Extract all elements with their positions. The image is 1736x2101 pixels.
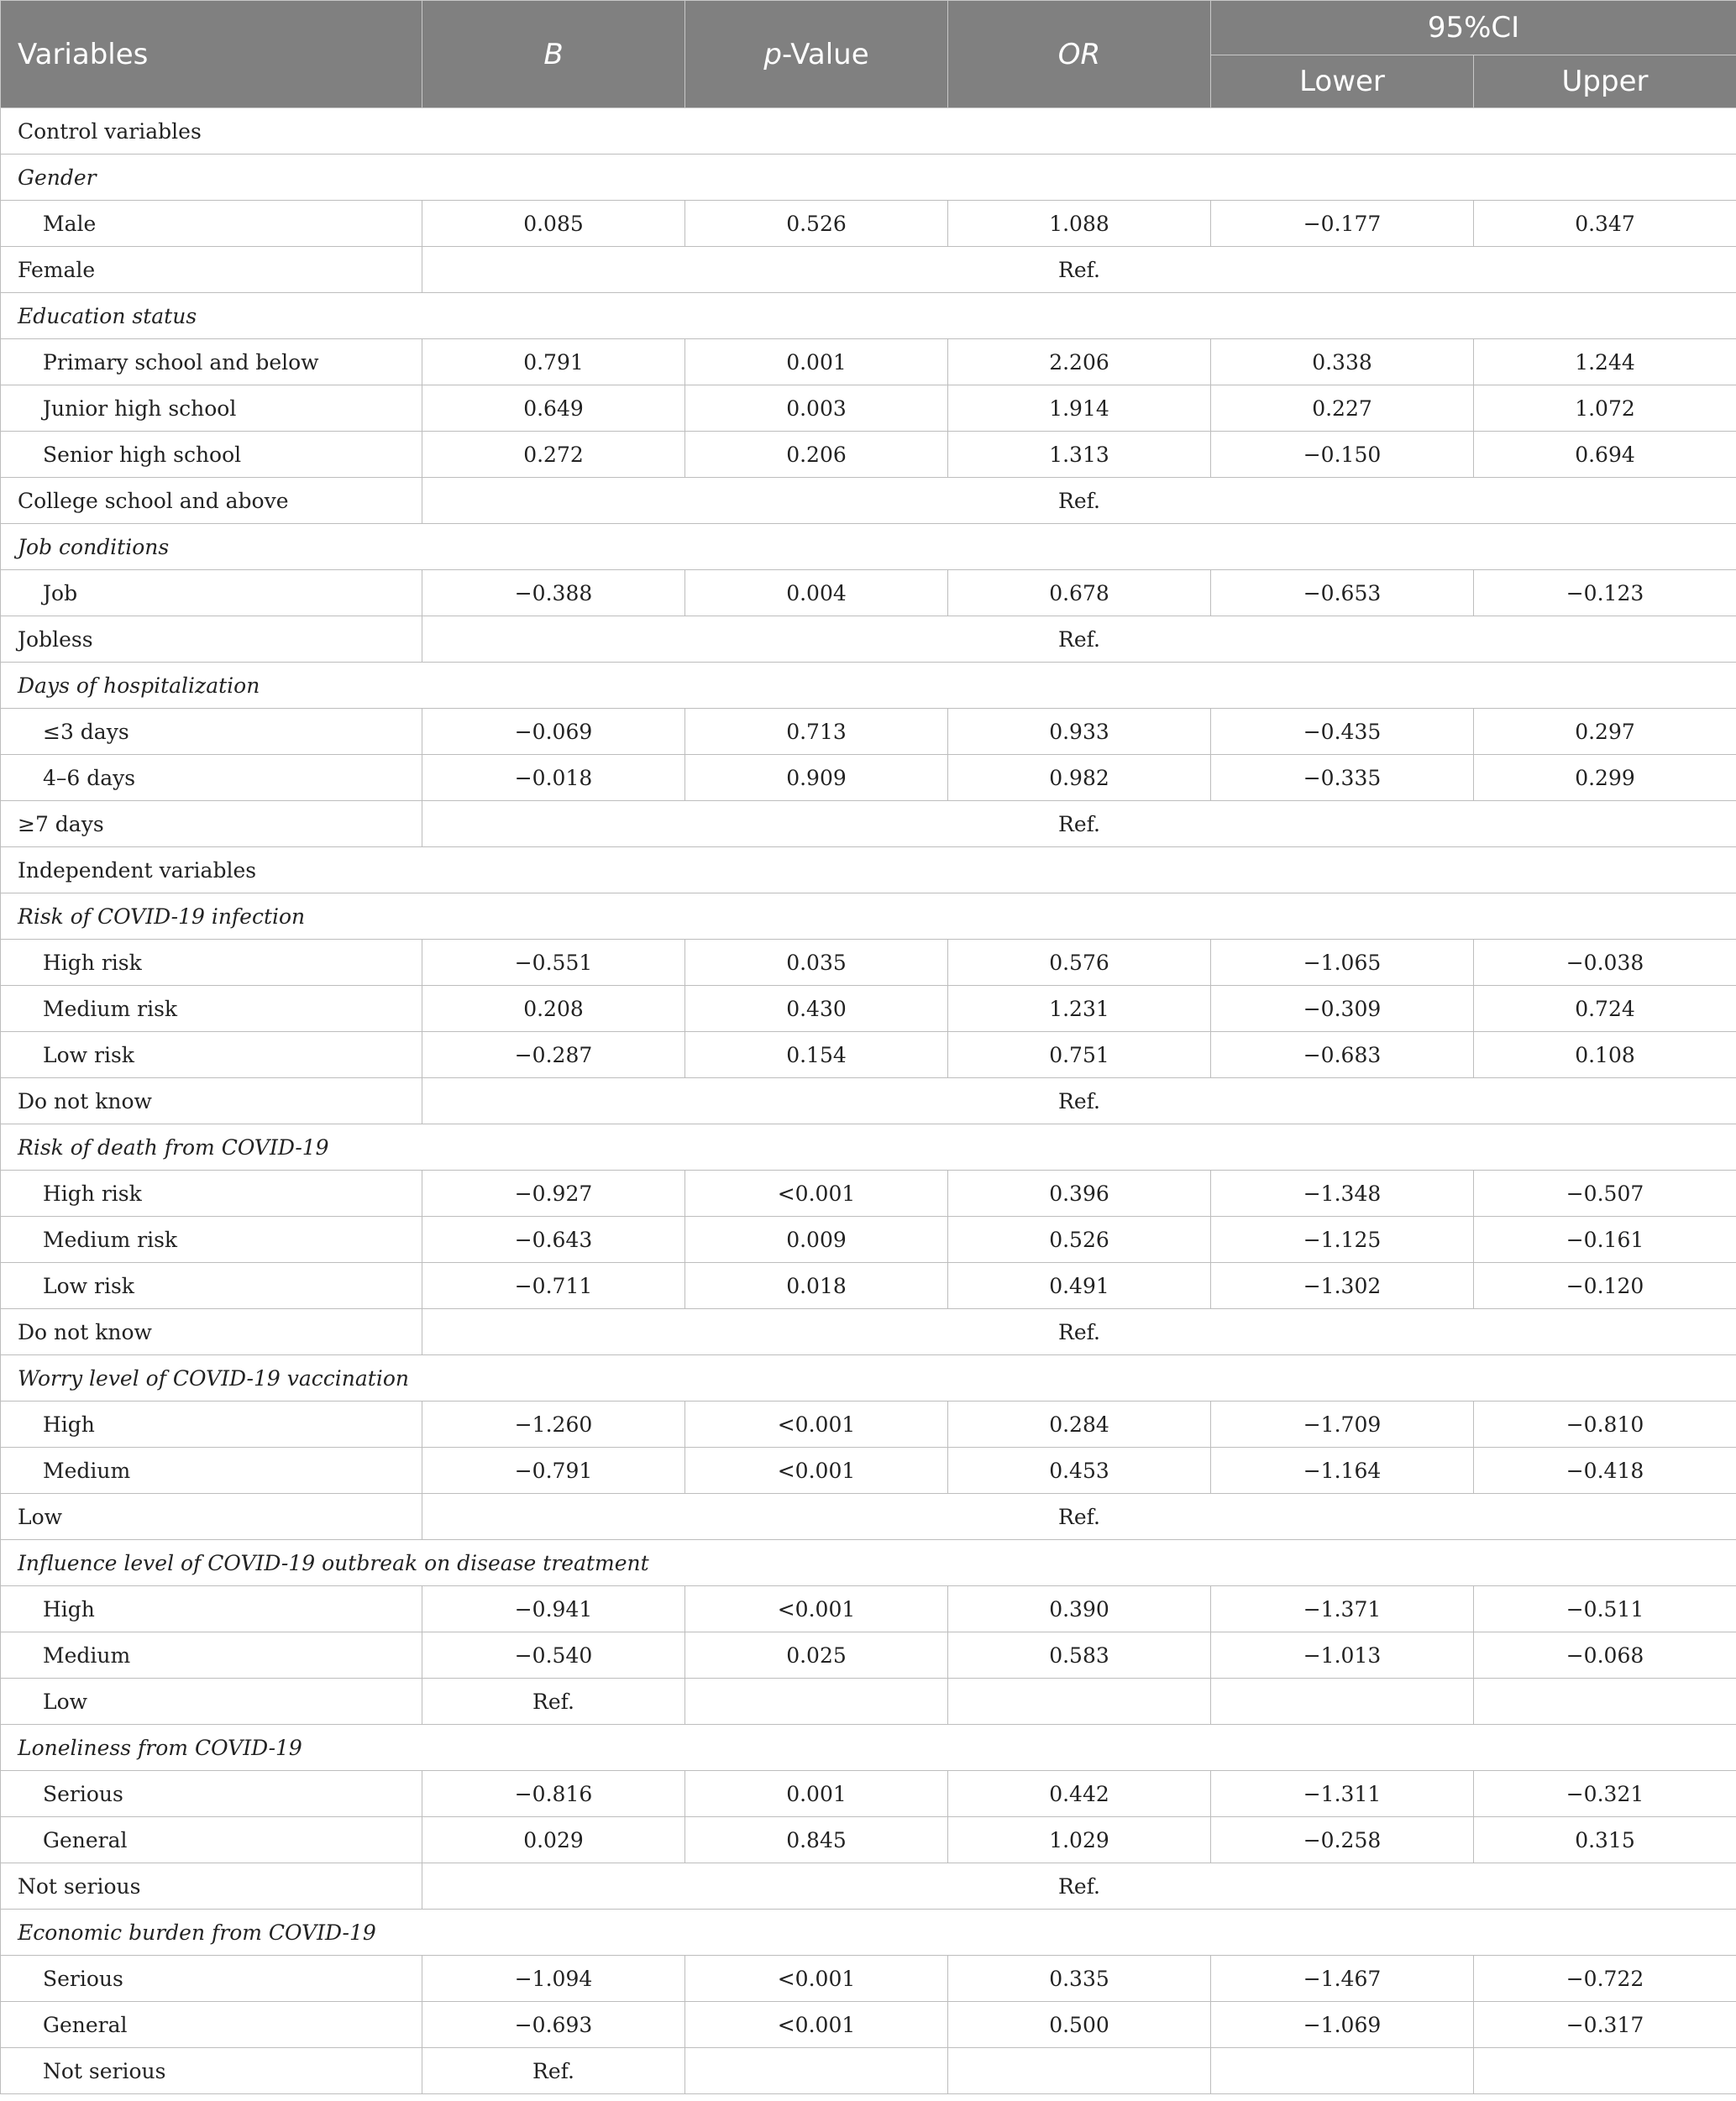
ci-lower-cell: −0.309 (1211, 986, 1474, 1032)
table-row (1, 709, 1736, 755)
table-row (1, 293, 1736, 339)
table-row (1, 524, 1736, 570)
or-cell: 0.442 (948, 1771, 1211, 1817)
reference-cell: Ref. (422, 1494, 1736, 1540)
or-cell: 1.029 (948, 1817, 1211, 1863)
table-row (1, 663, 1736, 709)
ci-lower-cell: −1.164 (1211, 1448, 1474, 1494)
ci-lower-cell: 0.338 (1211, 339, 1474, 385)
p-value-cell: 0.713 (685, 709, 948, 755)
table-row (1, 1586, 1736, 1632)
variable-label: High risk (1, 940, 422, 986)
b-cell: Ref. (422, 2048, 685, 2094)
ci-upper-cell: −0.123 (1474, 570, 1736, 616)
variable-label: Medium (1, 1632, 422, 1679)
table-row (1, 1124, 1736, 1171)
table-row (1, 1032, 1736, 1078)
header-b: B (422, 1, 685, 108)
variable-label: Serious (1, 1956, 422, 2002)
p-value-cell: 0.526 (685, 201, 948, 247)
table-row (1, 755, 1736, 801)
p-value-cell: 0.206 (685, 432, 948, 478)
header-upper: Upper (1474, 55, 1736, 108)
category-label: Risk of COVID-19 infection (1, 893, 1736, 940)
p-value-cell: <0.001 (685, 2002, 948, 2048)
category-label: Job conditions (1, 524, 1736, 570)
table-row (1, 1309, 1736, 1355)
or-cell: 0.491 (948, 1263, 1211, 1309)
table-row (1, 1956, 1736, 2002)
p-value-cell: 0.025 (685, 1632, 948, 1679)
table-row (1, 2002, 1736, 2048)
ci-lower-cell: −1.302 (1211, 1263, 1474, 1309)
ci-lower-cell: −1.348 (1211, 1171, 1474, 1217)
or-cell: 1.231 (948, 986, 1211, 1032)
ci-upper-cell (1474, 2048, 1736, 2094)
table-row (1, 155, 1736, 201)
or-cell: 0.933 (948, 709, 1211, 755)
table-row (1, 2048, 1736, 2094)
table-row (1, 616, 1736, 663)
variable-label: Do not know (1, 1078, 422, 1124)
variable-label: Primary school and below (1, 339, 422, 385)
table-row (1, 1725, 1736, 1771)
p-value-cell: 0.001 (685, 1771, 948, 1817)
p-value-cell: 0.001 (685, 339, 948, 385)
b-cell: −0.711 (422, 1263, 685, 1309)
or-cell (948, 1679, 1211, 1725)
ci-lower-cell: −0.435 (1211, 709, 1474, 755)
table-row (1, 385, 1736, 432)
table-body (1, 108, 1736, 2094)
table-row (1, 1263, 1736, 1309)
table-row (1, 1771, 1736, 1817)
header-95ci: 95%CI (1211, 1, 1736, 55)
or-cell: 0.583 (948, 1632, 1211, 1679)
ci-lower-cell: 0.227 (1211, 385, 1474, 432)
p-value-cell: 0.154 (685, 1032, 948, 1078)
variable-label: Job (1, 570, 422, 616)
table-row (1, 1078, 1736, 1124)
reference-cell: Ref. (422, 1078, 1736, 1124)
ci-upper-cell: 0.108 (1474, 1032, 1736, 1078)
ci-lower-cell (1211, 2048, 1474, 2094)
variable-label: Serious (1, 1771, 422, 1817)
ci-upper-cell: 0.694 (1474, 432, 1736, 478)
ci-upper-cell: −0.038 (1474, 940, 1736, 986)
table-row (1, 108, 1736, 155)
or-cell: 0.751 (948, 1032, 1211, 1078)
p-value-cell: 0.003 (685, 385, 948, 432)
ci-upper-cell: −0.120 (1474, 1263, 1736, 1309)
p-value-cell: 0.004 (685, 570, 948, 616)
ci-upper-cell: 0.347 (1474, 201, 1736, 247)
table-row (1, 893, 1736, 940)
variable-label: Low risk (1, 1032, 422, 1078)
section-label: Control variables (1, 108, 1736, 155)
variable-label: Low (1, 1494, 422, 1540)
ci-lower-cell: −1.013 (1211, 1632, 1474, 1679)
or-cell: 2.206 (948, 339, 1211, 385)
table-row (1, 1632, 1736, 1679)
table-header (1, 1, 1736, 108)
or-cell: 1.088 (948, 201, 1211, 247)
b-cell: −0.018 (422, 755, 685, 801)
ci-upper-cell: −0.810 (1474, 1402, 1736, 1448)
header-p-suffix: -Value (781, 37, 869, 71)
ci-lower-cell: −1.311 (1211, 1771, 1474, 1817)
reference-cell: Ref. (422, 1863, 1736, 1910)
header-lower: Lower (1211, 55, 1474, 108)
p-value-cell (685, 1679, 948, 1725)
reference-cell: Ref. (422, 616, 1736, 663)
variable-label: College school and above (1, 478, 422, 524)
b-cell: −0.540 (422, 1632, 685, 1679)
ci-lower-cell: −1.065 (1211, 940, 1474, 986)
variable-label: Low risk (1, 1263, 422, 1309)
ci-upper-cell: −0.511 (1474, 1586, 1736, 1632)
b-cell: −0.693 (422, 2002, 685, 2048)
variable-label: ≤3 days (1, 709, 422, 755)
b-cell: 0.208 (422, 986, 685, 1032)
or-cell: 0.500 (948, 2002, 1211, 2048)
variable-label: Not serious (1, 2048, 422, 2094)
or-cell: 1.313 (948, 432, 1211, 478)
variable-label: Do not know (1, 1309, 422, 1355)
b-cell: −1.094 (422, 1956, 685, 2002)
ci-lower-cell: −1.069 (1211, 2002, 1474, 2048)
table-row (1, 1540, 1736, 1586)
ci-upper-cell: −0.317 (1474, 2002, 1736, 2048)
category-label: Influence level of COVID-19 outbreak on disease treatment (1, 1540, 1736, 1586)
b-cell: −0.941 (422, 1586, 685, 1632)
table-row (1, 201, 1736, 247)
ci-upper-cell: 0.299 (1474, 755, 1736, 801)
variable-label: Low (1, 1679, 422, 1725)
table-row (1, 847, 1736, 893)
variable-label: ≥7 days (1, 801, 422, 847)
category-label: Gender (1, 155, 1736, 201)
ci-lower-cell: −1.371 (1211, 1586, 1474, 1632)
table-row (1, 1910, 1736, 1956)
reference-cell: Ref. (422, 801, 1736, 847)
b-cell: −0.388 (422, 570, 685, 616)
table-row (1, 1494, 1736, 1540)
header-or: OR (948, 1, 1211, 108)
table-row (1, 1448, 1736, 1494)
ci-lower-cell: −0.335 (1211, 755, 1474, 801)
b-cell: −0.551 (422, 940, 685, 986)
table-row (1, 570, 1736, 616)
p-value-cell: <0.001 (685, 1586, 948, 1632)
table-row (1, 1679, 1736, 1725)
header-p-value (685, 1, 948, 108)
b-cell: −1.260 (422, 1402, 685, 1448)
header-variables: Variables (1, 1, 422, 108)
ci-upper-cell: 1.244 (1474, 339, 1736, 385)
b-cell: 0.029 (422, 1817, 685, 1863)
b-cell: 0.272 (422, 432, 685, 478)
ci-upper-cell: 1.072 (1474, 385, 1736, 432)
ci-lower-cell: −1.125 (1211, 1217, 1474, 1263)
b-cell: −0.069 (422, 709, 685, 755)
variable-label: 4–6 days (1, 755, 422, 801)
p-value-cell: <0.001 (685, 1956, 948, 2002)
ci-upper-cell: 0.724 (1474, 986, 1736, 1032)
table-row (1, 1217, 1736, 1263)
variable-label: Female (1, 247, 422, 293)
ci-upper-cell: −0.507 (1474, 1171, 1736, 1217)
b-cell: 0.649 (422, 385, 685, 432)
variable-label: Jobless (1, 616, 422, 663)
category-label: Risk of death from COVID-19 (1, 1124, 1736, 1171)
p-value-cell: 0.018 (685, 1263, 948, 1309)
table-row (1, 1817, 1736, 1863)
variable-label: Medium risk (1, 1217, 422, 1263)
p-value-cell: <0.001 (685, 1448, 948, 1494)
category-label: Education status (1, 293, 1736, 339)
table-row (1, 940, 1736, 986)
table-row (1, 478, 1736, 524)
table-row (1, 1355, 1736, 1402)
variable-label: High risk (1, 1171, 422, 1217)
table-row (1, 432, 1736, 478)
ci-lower-cell: −1.709 (1211, 1402, 1474, 1448)
or-cell: 0.678 (948, 570, 1211, 616)
ci-upper-cell: −0.418 (1474, 1448, 1736, 1494)
p-value-cell: 0.009 (685, 1217, 948, 1263)
variable-label: High (1, 1586, 422, 1632)
or-cell (948, 2048, 1211, 2094)
p-value-cell: <0.001 (685, 1171, 948, 1217)
table-row (1, 1863, 1736, 1910)
p-value-cell: 0.909 (685, 755, 948, 801)
category-label: Loneliness from COVID-19 (1, 1725, 1736, 1771)
variable-label: Senior high school (1, 432, 422, 478)
p-value-cell: 0.430 (685, 986, 948, 1032)
variable-label: High (1, 1402, 422, 1448)
header-p-letter: p (763, 37, 782, 71)
variable-label: Not serious (1, 1863, 422, 1910)
or-cell: 0.390 (948, 1586, 1211, 1632)
b-cell: −0.791 (422, 1448, 685, 1494)
ci-upper-cell: −0.161 (1474, 1217, 1736, 1263)
b-cell: 0.791 (422, 339, 685, 385)
or-cell: 0.453 (948, 1448, 1211, 1494)
ci-upper-cell: −0.068 (1474, 1632, 1736, 1679)
ci-lower-cell: −1.467 (1211, 1956, 1474, 2002)
ci-lower-cell: −0.177 (1211, 201, 1474, 247)
category-label: Economic burden from COVID-19 (1, 1910, 1736, 1956)
b-cell: −0.643 (422, 1217, 685, 1263)
reference-cell: Ref. (422, 247, 1736, 293)
p-value-cell: <0.001 (685, 1402, 948, 1448)
variable-label: Male (1, 201, 422, 247)
or-cell: 0.396 (948, 1171, 1211, 1217)
ci-upper-cell (1474, 1679, 1736, 1725)
or-cell: 0.982 (948, 755, 1211, 801)
or-cell: 0.335 (948, 1956, 1211, 2002)
table-row (1, 247, 1736, 293)
reference-cell: Ref. (422, 1309, 1736, 1355)
b-cell: 0.085 (422, 201, 685, 247)
variable-label: Medium risk (1, 986, 422, 1032)
b-cell: −0.927 (422, 1171, 685, 1217)
or-cell: 0.526 (948, 1217, 1211, 1263)
b-cell: Ref. (422, 1679, 685, 1725)
or-cell: 0.284 (948, 1402, 1211, 1448)
ci-lower-cell: −0.683 (1211, 1032, 1474, 1078)
p-value-cell: 0.845 (685, 1817, 948, 1863)
ci-lower-cell (1211, 1679, 1474, 1725)
ci-lower-cell: −0.258 (1211, 1817, 1474, 1863)
table-row (1, 1402, 1736, 1448)
ci-lower-cell: −0.150 (1211, 432, 1474, 478)
table-row (1, 986, 1736, 1032)
or-cell: 1.914 (948, 385, 1211, 432)
section-label: Independent variables (1, 847, 1736, 893)
b-cell: −0.816 (422, 1771, 685, 1817)
ci-lower-cell: −0.653 (1211, 570, 1474, 616)
category-label: Worry level of COVID-19 vaccination (1, 1355, 1736, 1402)
ci-upper-cell: 0.297 (1474, 709, 1736, 755)
p-value-cell: 0.035 (685, 940, 948, 986)
variable-label: General (1, 2002, 422, 2048)
ci-upper-cell: −0.321 (1474, 1771, 1736, 1817)
table-row (1, 801, 1736, 847)
variable-label: Medium (1, 1448, 422, 1494)
p-value-cell (685, 2048, 948, 2094)
table-row (1, 339, 1736, 385)
category-label: Days of hospitalization (1, 663, 1736, 709)
ci-upper-cell: −0.722 (1474, 1956, 1736, 2002)
or-cell: 0.576 (948, 940, 1211, 986)
ci-upper-cell: 0.315 (1474, 1817, 1736, 1863)
reference-cell: Ref. (422, 478, 1736, 524)
variable-label: General (1, 1817, 422, 1863)
table-row (1, 1171, 1736, 1217)
variable-label: Junior high school (1, 385, 422, 432)
b-cell: −0.287 (422, 1032, 685, 1078)
